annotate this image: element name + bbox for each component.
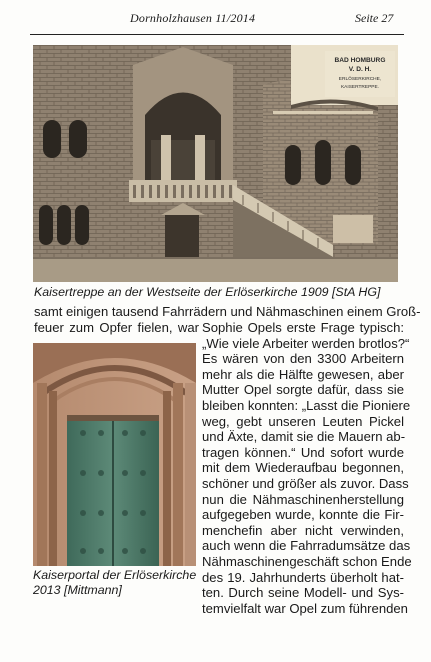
text-line: weg, gebt unseren Leuten Pickel bbox=[202, 413, 404, 429]
intro-text-continued bbox=[34, 320, 199, 336]
postcard-label-line: V. D. H. bbox=[348, 66, 372, 73]
text-line: feuer zum Opfer fielen, war bbox=[34, 320, 199, 335]
postcard-label-line: ERLÖSERKIRCHE, bbox=[338, 77, 382, 82]
text-line: schöner und größer als zuvor. Dass bbox=[202, 475, 409, 491]
publication-title: Dornholzhausen 11/2014 bbox=[130, 11, 256, 25]
text-line: ten. Durch seine Modell- und Sys- bbox=[202, 585, 404, 601]
text-line: Nähmaschinengeschäft schon Ende bbox=[202, 553, 412, 569]
text-line: mehr als die Hälfte gewesen, aber bbox=[202, 366, 404, 382]
text-line: des 19. Jahrhunderts überholt hat- bbox=[202, 569, 404, 585]
right-column-text bbox=[202, 320, 412, 616]
caption-kaisertreppe: Kaisertreppe an der Westseite der Erlöserkirche 1909 [StA HG] bbox=[34, 285, 381, 299]
text-line: „Wie viele Arbeiter werden brotlos?“ bbox=[202, 335, 410, 351]
header-rule bbox=[30, 34, 404, 35]
text-line: temvielfalt war Opel zum führenden bbox=[202, 600, 408, 616]
caption-line: Kaiserportal der Erlöserkirche bbox=[33, 568, 197, 582]
text-line: samt einigen tausend Fahrrädern und Nähmaschinen einem Groß- bbox=[34, 304, 421, 319]
caption-line: 2013 [Mittmann] bbox=[33, 582, 122, 597]
text-line: Mutter Opel sorgte dafür, dass sie bbox=[202, 382, 404, 398]
text-line: Sophie Opels erste Frage typisch: bbox=[202, 320, 404, 335]
text-line: aufgegeben wurde, konnte die Fir- bbox=[202, 507, 404, 523]
page-number: Seite 27 bbox=[355, 11, 394, 25]
text-line: auch wenn die Fahrradumsätze das bbox=[202, 538, 411, 554]
text-line: Es wären von den 3300 Arbeitern bbox=[202, 351, 404, 367]
postcard-label-line: KAISERTREPPE. bbox=[340, 85, 380, 90]
text-line: und Äxte, damit sie die Mauern ab- bbox=[202, 429, 406, 445]
text-line: menchefin aber nicht verwinden, bbox=[202, 522, 404, 538]
kaiserportal-photo bbox=[33, 343, 196, 566]
text-line: nun die Nähmaschinenherstellung bbox=[202, 491, 404, 507]
text-line: tragen können.“ Und sofort wurde bbox=[202, 444, 404, 460]
kaisertreppe-photo bbox=[33, 45, 398, 282]
postcard-label-line: BAD HOMBURG bbox=[334, 57, 386, 64]
text-line: mit dem Wiederaufbau begonnen, bbox=[202, 460, 404, 476]
text-line: bleiben konnten: „Lasst die Pioniere bbox=[202, 397, 411, 413]
intro-text bbox=[34, 304, 421, 320]
caption-kaiserportal bbox=[33, 568, 198, 597]
